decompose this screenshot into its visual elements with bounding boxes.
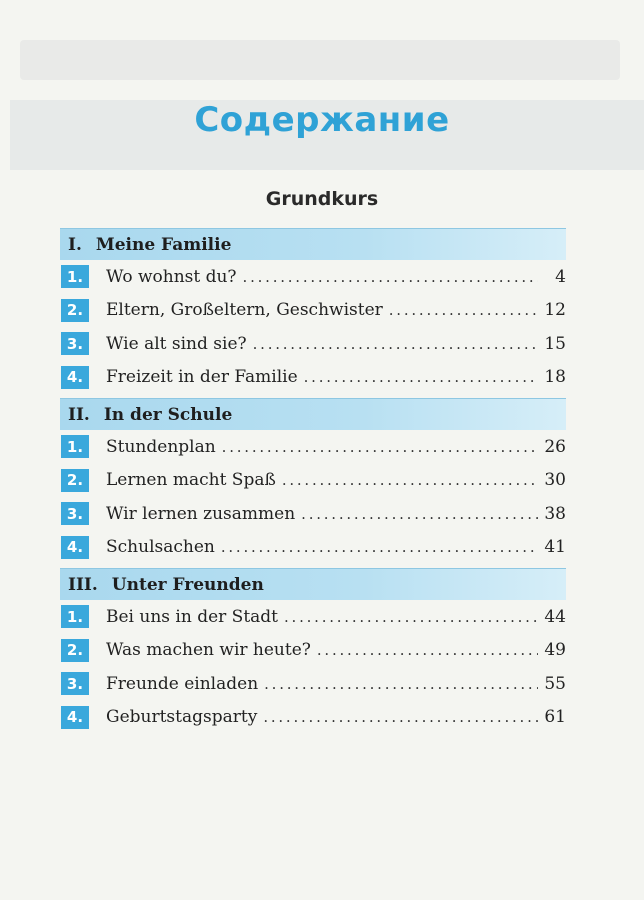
page-number: 41 — [544, 537, 566, 558]
toc-entry[interactable] — [60, 327, 566, 361]
section-title: Meine Familie — [95, 234, 232, 255]
page-number: 18 — [544, 367, 566, 388]
toc-entry[interactable] — [60, 430, 566, 464]
chapter-title: Lernen macht Spaß — [106, 470, 276, 491]
chapter-number: 3. — [61, 332, 89, 355]
toc-entry[interactable] — [60, 361, 566, 395]
dot-leader — [304, 368, 538, 386]
dot-leader — [301, 505, 538, 523]
section-header — [60, 568, 566, 600]
chapter-number: 2. — [61, 469, 89, 492]
dot-leader — [222, 438, 538, 456]
section-numeral: II. — [68, 404, 90, 425]
dot-leader — [389, 301, 538, 319]
section-numeral: I. — [68, 234, 82, 255]
chapter-title: Bei uns in der Stadt — [106, 606, 279, 627]
page-number: 15 — [544, 333, 566, 354]
page-number: 44 — [544, 606, 566, 627]
table-of-contents — [60, 228, 566, 734]
toc-entry[interactable] — [60, 531, 566, 565]
chapter-number: 4. — [61, 366, 89, 389]
page-number: 38 — [544, 503, 566, 524]
section-title: In der Schule — [103, 404, 233, 425]
chapter-title: Wie alt sind sie? — [106, 333, 247, 354]
page-number: 4 — [555, 266, 566, 287]
course-subtitle: Grundkurs — [265, 188, 379, 210]
toc-entry[interactable] — [60, 497, 566, 531]
chapter-number: 2. — [61, 639, 89, 662]
page-number: 30 — [544, 470, 566, 491]
chapter-number: 1. — [61, 435, 89, 458]
chapter-number: 3. — [61, 502, 89, 525]
chapter-number: 1. — [61, 605, 89, 628]
toc-entry[interactable] — [60, 701, 566, 735]
chapter-number: 2. — [61, 299, 89, 322]
dot-leader — [264, 675, 538, 693]
chapter-title: Wo wohnst du? — [106, 266, 237, 287]
chapter-title: Freizeit in der Familie — [106, 367, 298, 388]
dot-leader — [282, 471, 538, 489]
dot-leader — [263, 708, 538, 726]
section-header — [60, 228, 566, 260]
toc-entry[interactable] — [60, 667, 566, 701]
section-numeral: III. — [68, 574, 98, 595]
section-title: Unter Freunden — [111, 574, 264, 595]
chapter-title: Was machen wir heute? — [106, 640, 311, 661]
dot-leader — [243, 268, 538, 286]
dot-leader — [253, 335, 538, 353]
page-number: 12 — [544, 300, 566, 321]
chapter-number: 4. — [61, 706, 89, 729]
toc-entry[interactable] — [60, 600, 566, 634]
toc-entry[interactable] — [60, 294, 566, 328]
chapter-number: 3. — [61, 672, 89, 695]
dot-leader — [221, 538, 538, 556]
toc-entry[interactable] — [60, 464, 566, 498]
chapter-title: Eltern, Großeltern, Geschwister — [106, 300, 383, 321]
page-number: 61 — [544, 707, 566, 728]
chapter-title: Stundenplan — [106, 436, 216, 457]
dot-leader — [317, 641, 538, 659]
chapter-number: 1. — [61, 265, 89, 288]
page-title: Содержание — [194, 100, 450, 140]
toc-entry[interactable] — [60, 260, 566, 294]
page-number: 26 — [544, 436, 566, 457]
chapter-title: Schulsachen — [106, 537, 215, 558]
page-number: 49 — [544, 640, 566, 661]
section-header — [60, 398, 566, 430]
chapter-title: Freunde einladen — [106, 673, 259, 694]
dot-leader — [284, 608, 538, 626]
chapter-title: Wir lernen zusammen — [106, 503, 296, 524]
toc-entry[interactable] — [60, 634, 566, 668]
chapter-title: Geburtstagsparty — [106, 707, 258, 728]
chapter-number: 4. — [61, 536, 89, 559]
show-through-band — [20, 40, 620, 80]
page-number: 55 — [544, 673, 566, 694]
